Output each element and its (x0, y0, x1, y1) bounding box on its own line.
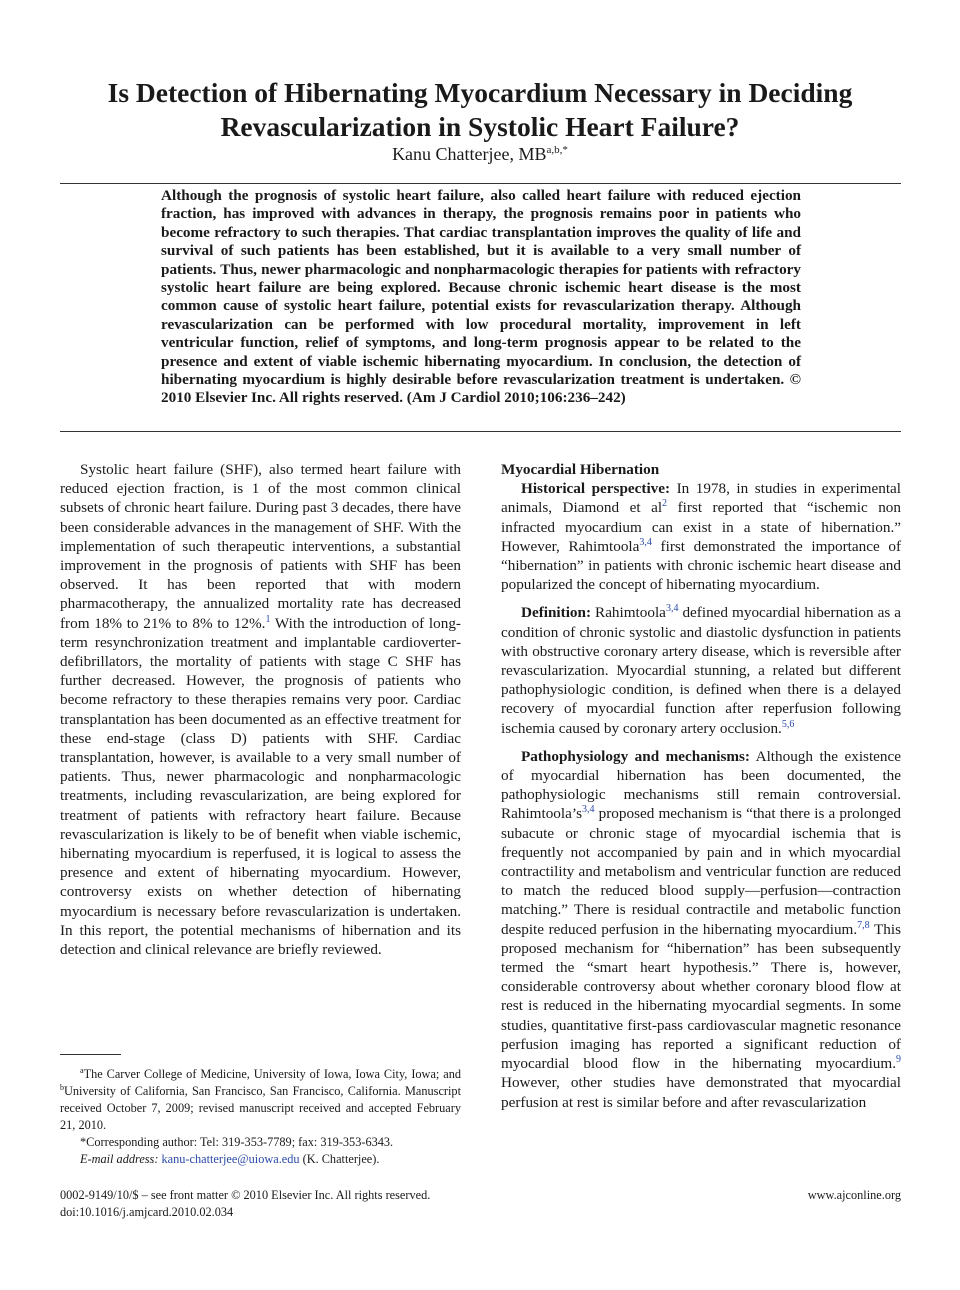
publication-info (60, 1187, 430, 1221)
doi-line[interactable]: doi:10.1016/j.amjcard.2010.02.034 (60, 1205, 234, 1219)
abstract: Although the prognosis of systolic heart failure, also called heart failure with reduced ejection fraction, has improved with advances in therapy, the prognosis remains poor in patients who become refractory to such therapies. That cardiac transplantation improves the quality of life and survival of such patients has been established, but it is available to a very small number of patients. Thus, newer pharmacologic and nonpharmacologic therapies for patients with refractory systolic heart failure are being explored. Because chronic ischemic heart disease is the most common cause of systolic heart failure, potential exists for revascularization therapy. Although revascularization can be performed with low procedural mortality, improvement in left ventricular function, relief of symptoms, and long-term prognosis appear to be related to the presence and extent of viable ischemic hibernating myocardium. In conclusion, the detection of hibernating myocardium is highly desirable before revascularization treatment is undertaken. © 2010 Elsevier Inc. All rights reserved. (Am J Cardiol 2010;106:236–242) (161, 187, 801, 407)
runin-heading-definition: Definition: (521, 604, 592, 622)
paragraph-definition (501, 603, 901, 737)
paragraph-text: This proposed mechanism for “hibernation” has been subsequently termed the “smart heart hypothesis.” There is, however, considerable controversy about whether coronary blood flow at rest is reduced in the hibernating myocardial segments. In some studies, quantitative first-pass cardiovascular magnetic resonance perfusion imaging has reported a significant reduction of myocardial blood flow in the hibernating myocardium. (501, 920, 901, 1073)
runin-heading-historical: Historical perspective: (521, 480, 671, 498)
citation-link[interactable]: 9 (896, 1054, 901, 1066)
footnote-corresponding: *Corresponding author: Tel: 319-353-7789; fax: 319-353-6343. (80, 1135, 394, 1149)
section-heading: Myocardial Hibernation (501, 461, 660, 478)
footnote-email (60, 1151, 461, 1168)
author-name: Kanu Chatterjee, MB (392, 144, 547, 164)
paragraph-text: In 1978, in studies in experimental animals, Diamond et al (501, 480, 902, 517)
journal-website[interactable]: www.ajconline.org (807, 1188, 901, 1202)
abstract-top-rule (60, 183, 901, 184)
right-column (501, 460, 901, 1112)
email-suffix: (K. Chatterjee). (299, 1152, 380, 1166)
citation-link[interactable]: 2 (662, 498, 668, 510)
paragraph-text: However, other studies have demonstrated that myocardial perfusion at rest is similar before and after revascularization (501, 1074, 901, 1111)
footnote-mark-a: a (80, 1066, 84, 1075)
footnote-affiliation-b: University of California, San Francisco, San Francisco, California. Manuscript received October 7, 2009; revised manuscript received and accepted February 21, 2010. (60, 1084, 461, 1132)
citation-link[interactable]: 3,4 (639, 536, 652, 548)
email-link[interactable]: kanu-chatterjee@uiowa.edu (161, 1152, 300, 1166)
intro-text-2: With the introduction of long-term resynchronization treatment and implantable cardioverter-defibrillators, the mortality of patients with stage C SHF has further decreased. However, the prognosis of patients who become refractory to these therapies remains very poor. Cardiac transplantation has been documented as an effective treatment for these end-stage (class D) patients with SHF. Cardiac transplantation, however, is available to a very small number of patients. Thus, newer pharmacologic and nonpharmacologic treatments, including revascularization, are being explored for treatment of patients with refractory heart failure. Because revascularization is likely to be of benefit when viable ischemic, hibernating myocardium is reperfused, it is logical to assess the presence and extent of hibernating myocardium. However, controversy exists on whether detection of hibernating myocardium is necessary before revascularization is undertaken. In this report, the potential mechanisms of hibernation and its detection and clinical relevance are briefly reviewed. (60, 614, 461, 959)
runin-heading-pathophysiology: Pathophysiology and mechanisms: (521, 747, 750, 765)
author-affiliation-marks: a,b,* (546, 144, 568, 156)
footnote-mark-b: b (60, 1083, 64, 1092)
issn-line: 0002-9149/10/$ – see front matter © 2010 Elsevier Inc. All rights reserved. (60, 1188, 431, 1202)
citation-link[interactable]: 3,4 (582, 804, 595, 816)
abstract-bottom-rule (60, 431, 901, 432)
paragraph-historical-perspective (501, 479, 901, 594)
footnotes (60, 1066, 461, 1168)
footnote-affiliations (60, 1066, 461, 1134)
article-title: Is Detection of Hibernating Myocardium Necessary in Deciding Revascularization in Systolic Heart Failure? (107, 77, 853, 143)
footnote-affiliation-a: The Carver College of Medicine, University of Iowa, Iowa City, Iowa; and (83, 1067, 461, 1081)
paragraph-text: first demonstrated the importance of “hibernation” in patients with chronic ischemic heart disease and popularized the concept of hibernating myocardium. (501, 537, 902, 594)
paragraph-text: proposed mechanism is “that there is a prolonged subacute or chronic stage of myocardial ischemia that is frequently not accompanied by pain and in which myocardial contractility and metabolism and ventricular function are reduced to match the reduced blood supply—perfusion—contraction matching.” There is residual contractile and metabolic function despite reduced perfusion in the hibernating myocardium. (501, 805, 901, 938)
citation-link[interactable]: 5,6 (781, 718, 795, 730)
paragraph-text: Rahimtoola (591, 604, 666, 622)
intro-paragraph (60, 460, 461, 959)
paragraph-text: Although the existence of myocardial hibernation has been documented, the pathophysiologic mechanisms still remain controversial. Rahimtoola’s (501, 747, 901, 823)
intro-text-1: Systolic heart failure (SHF), also termed heart failure with reduced ejection fraction, is 1 of the most common clinical subsets of chronic heart failure. During past 3 decades, there have been considerable advances in the management of SHF. With the implementation of such therapeutic interventions, a substantial improvement in the prognosis of patients with SHF has been observed. It has been reported that with modern pharmacotherapy, the annualized mortality rate has decreased from 18% to 21% to 8% to 12%. (60, 461, 461, 632)
email-label: E-mail address: (80, 1152, 159, 1166)
footnote-rule (60, 1054, 121, 1055)
paragraph-text: defined myocardial hibernation as a condition of chronic systolic and diastolic dysfunction in patients with obstructive coronary artery disease, which is reversible after revascularization. Myocardial stunning, a related but different pathophysiologic condition, is defined when there is a delayed recovery of myocardial function after reperfusion following ischemia caused by coronary artery occlusion. (501, 604, 901, 737)
author-line (0, 144, 960, 165)
paragraph-pathophysiology (501, 747, 901, 1112)
citation-link[interactable]: 3,4 (665, 603, 679, 615)
paragraph-text: first reported that “ischemic non infracted myocardium can exist in a state of hibernation.” However, Rahimtoola (501, 499, 901, 555)
citation-link[interactable]: 7,8 (857, 919, 870, 931)
left-column (60, 460, 461, 959)
citation-link[interactable]: 1 (265, 613, 271, 625)
